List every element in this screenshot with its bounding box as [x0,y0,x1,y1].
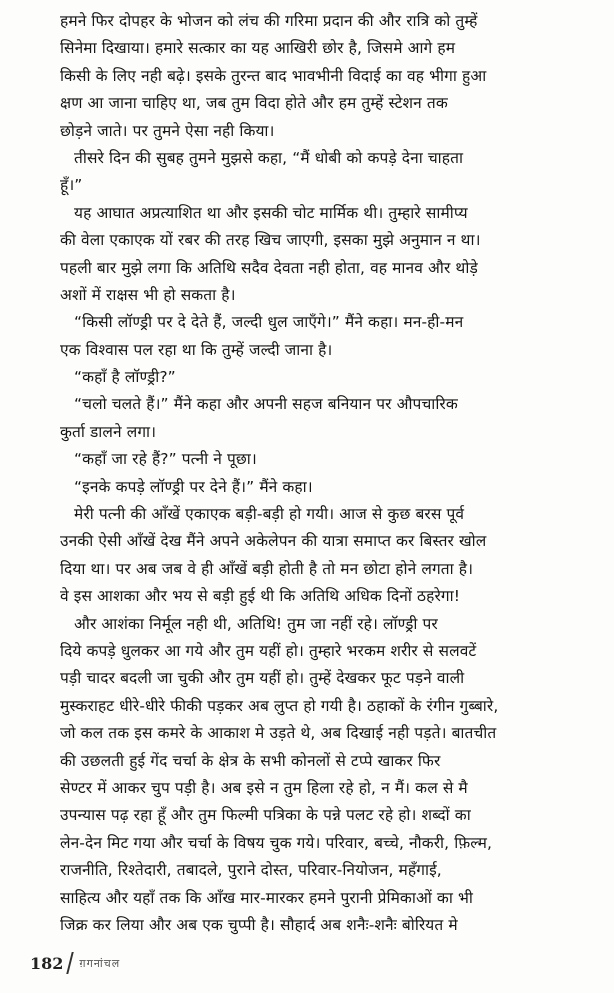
text-line: छोड़ने जाते। पर तुमने ऐसा नही किया। [60,121,275,140]
text-line: पड़ी चादर बदली जा चुकी और तुम यहीं हो। तुम्हें देखकर फूट पड़ने वाली [60,669,465,688]
text-line: दिये कपड़े धुलकर आ गये और तुम यहीं हो। तुम्हारे भरकम शरीर से सलवटें [60,641,477,660]
page-number: 182 [30,953,64,973]
text-line: मेरी पत्नी की आँखें एकाएक बड़ी-बड़ी हो गयी। आज से कुछ बरस पूर्व [74,505,465,524]
text-line: सिनेमा दिखाया। हमारे सत्कार का यह आखिरी छोर है, जिसमे आगे हम [60,39,456,58]
text-line: लेन-देन मिट गया और चर्चा के विषय चुक गये। परिवार, बच्चे, नौकरी, फ़िल्म, [60,833,493,852]
page-footer [30,948,120,978]
text-line: एक विश्वास पल रहा था कि तुम्हें जल्दी जाना है। [60,340,333,359]
text-line: और आशंका निर्मूल नही थी, अतिथि! तुम जा नहीं रहे। लॉण्ड्री पर [74,614,438,633]
footer-divider [67,952,74,974]
text-line: दिया था। पर अब जब वे ही आँखें बड़ी होती है तो मन छोटा होने लगता है। [60,559,474,578]
text-line: क्षण आ जाना चाहिए था, जब तुम विदा होते और हम तुम्हें स्टेशन तक [60,94,448,113]
running-title: ग़गनांचल [79,956,121,970]
text-line: की उछलती हुई गेंद चर्चा के क्षेत्र के सभी कोनलों से टप्पे खाकर फिर [60,751,441,770]
text-line: कुर्ता डालने लगा। [60,422,157,441]
text-line: “चलो चलते हैं।” मैंने कहा और अपनी सहज बनियान पर औपचारिक [74,395,458,414]
text-line: “इनके कपड़े लॉण्ड्री पर देने हैं।” मैंने कहा। [74,477,313,496]
text-line: हमने फिर दोपहर के भोजन को लंच की गरिमा प्रदान की और रात्रि को तुम्हें [60,12,478,30]
body-text [60,8,580,939]
text-line: वे इस आशका और भय से बड़ी हुई थी कि अतिथि अधिक दिनों ठहरेगा! [60,587,461,606]
text-line: उपन्यास पढ़ रहा हूँ और तुम फिल्मी पत्रिका के पन्ने पलट रहे हो। शब्दों का [60,806,471,825]
text-line: यह आघात अप्रत्याशित था और इसकी चोट मार्मिक थी। तुम्हारे सामीप्य [74,203,468,222]
text-line: जो कल तक इस कमरे के आकाश मे उड़ते थे, अब दिखाई नही पड़ते। बातचीत [60,724,497,743]
text-line: किसी के लिए नही बढ़े। इसके तुरन्त बाद भावभीनी विदाई का वह भीगा हुआ [60,66,487,85]
text-line: तीसरे दिन की सुबह तुमने मुझसे कहा, “मैं धोबी को कपड़े देना चाहता [74,148,464,167]
text-line: हूँ।” [60,176,83,195]
text-line: मुस्कराहट धीरे-धीरे फीकी पड़कर अब लुप्त हो गयी है। ठहाकों के रंगीन गुब्बारे, [60,696,499,715]
text-line: सेण्टर में आकर चुप पड़ी है। अब इसे न तुम हिला रहे हो, न मैं। कल से मै [60,778,468,797]
text-line: “कहाँ है लॉण्ड्री?” [74,368,176,387]
text-line: की वेला एकाएक यों रबर की तरह खिच जाएगी, इसका मुझे अनुमान न था। [60,231,481,250]
text-line: जिक्र कर लिया और अब एक चुप्पी है। सौहार्द अब शनैः-शनैः बोरियत मे [60,915,458,934]
text-line: “किसी लॉण्ड्री पर दे देते हैं, जल्दी धुल जाएँगे।” मैंने कहा। मन-ही-मन [74,313,464,332]
text-line: अशों में राक्षस भी हो सकता है। [60,285,236,304]
text-line: उनकी ऐसी आँखें देख मैंने अपने अकेलेपन की यात्रा समाप्त कर बिस्तर खोल [60,532,487,551]
text-line: “कहाँ जा रहे हैं?” पत्नी ने पूछा। [74,450,257,469]
text-line: पहली बार मुझे लगा कि अतिथि सदैव देवता नही होता, वह मानव और थोड़े [60,258,478,277]
text-line: साहित्य और यहाँ तक कि आँख मार-मारकर हमने पुरानी प्रेमिकाओं का भी [60,888,473,907]
text-line: राजनीति, रिश्तेदारी, तबादले, पुराने दोस्त, परिवार-नियोजन, महँगाई, [60,861,442,880]
